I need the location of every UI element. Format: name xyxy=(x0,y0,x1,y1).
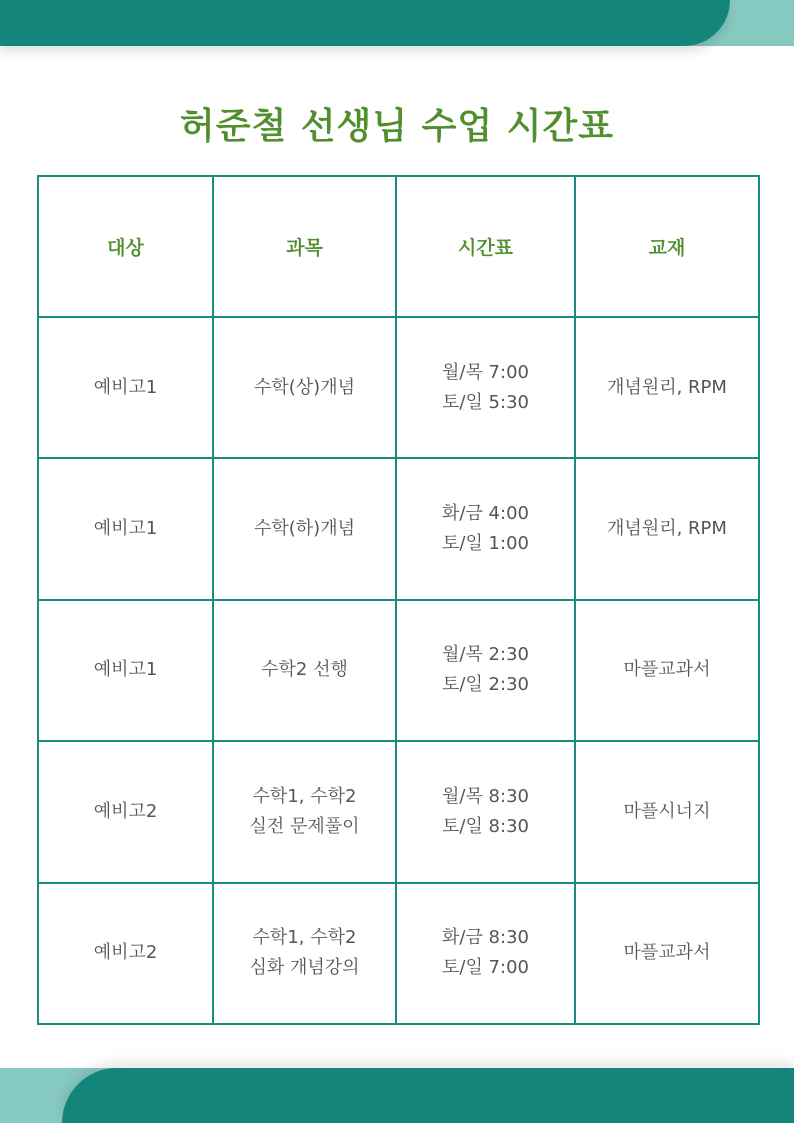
cell-textbook: 개념원리, RPM xyxy=(575,458,759,599)
subject-line: 실전 문제풀이 xyxy=(249,815,360,837)
cell-target: 예비고1 xyxy=(38,458,213,599)
subject-line: 수학1, 수학2 xyxy=(252,927,357,949)
cell-subject xyxy=(213,458,396,599)
header-target: 대상 xyxy=(38,176,213,317)
cell-target: 예비고2 xyxy=(38,883,213,1024)
header-schedule: 시간표 xyxy=(396,176,575,317)
schedule-line: 월/목 2:30 xyxy=(442,644,529,666)
cell-target: 예비고1 xyxy=(38,600,213,741)
schedule-line: 토/일 5:30 xyxy=(442,391,529,413)
schedule-line: 토/일 7:00 xyxy=(442,957,529,979)
top-banner-dark xyxy=(0,0,730,46)
cell-target: 예비고1 xyxy=(38,317,213,458)
table-row xyxy=(38,600,759,741)
schedule-line: 화/금 4:00 xyxy=(442,503,529,525)
schedule-line: 토/일 1:00 xyxy=(442,533,529,555)
subject-line: 수학(상)개념 xyxy=(254,376,355,398)
page-title: 허준철 선생님 수업 시간표 xyxy=(179,106,615,147)
table-row xyxy=(38,458,759,599)
table-row xyxy=(38,317,759,458)
cell-subject xyxy=(213,317,396,458)
schedule-table xyxy=(37,175,760,1025)
header-subject: 과목 xyxy=(213,176,396,317)
table-header-row xyxy=(38,176,759,317)
cell-textbook: 마플교과서 xyxy=(575,883,759,1024)
cell-subject xyxy=(213,883,396,1024)
schedule-line: 월/목 7:00 xyxy=(442,361,529,383)
cell-schedule xyxy=(396,883,575,1024)
header-textbook: 교재 xyxy=(575,176,759,317)
cell-textbook: 마플교과서 xyxy=(575,600,759,741)
cell-schedule xyxy=(396,317,575,458)
cell-schedule xyxy=(396,458,575,599)
schedule-line: 화/금 8:30 xyxy=(442,927,529,949)
cell-subject xyxy=(213,741,396,882)
cell-subject xyxy=(213,600,396,741)
bottom-banner-dark xyxy=(62,1068,794,1123)
cell-schedule xyxy=(396,741,575,882)
subject-line: 수학1, 수학2 xyxy=(252,785,357,807)
cell-schedule xyxy=(396,600,575,741)
cell-textbook: 개념원리, RPM xyxy=(575,317,759,458)
schedule-line: 월/목 8:30 xyxy=(442,785,529,807)
table-row xyxy=(38,883,759,1024)
subject-line: 심화 개념강의 xyxy=(249,957,360,979)
cell-textbook: 마플시너지 xyxy=(575,741,759,882)
subject-line: 수학(하)개념 xyxy=(254,518,355,540)
subject-line: 수학2 선행 xyxy=(261,659,348,681)
schedule-line: 토/일 8:30 xyxy=(442,815,529,837)
schedule-line: 토/일 2:30 xyxy=(442,674,529,696)
cell-target: 예비고2 xyxy=(38,741,213,882)
table-row xyxy=(38,741,759,882)
